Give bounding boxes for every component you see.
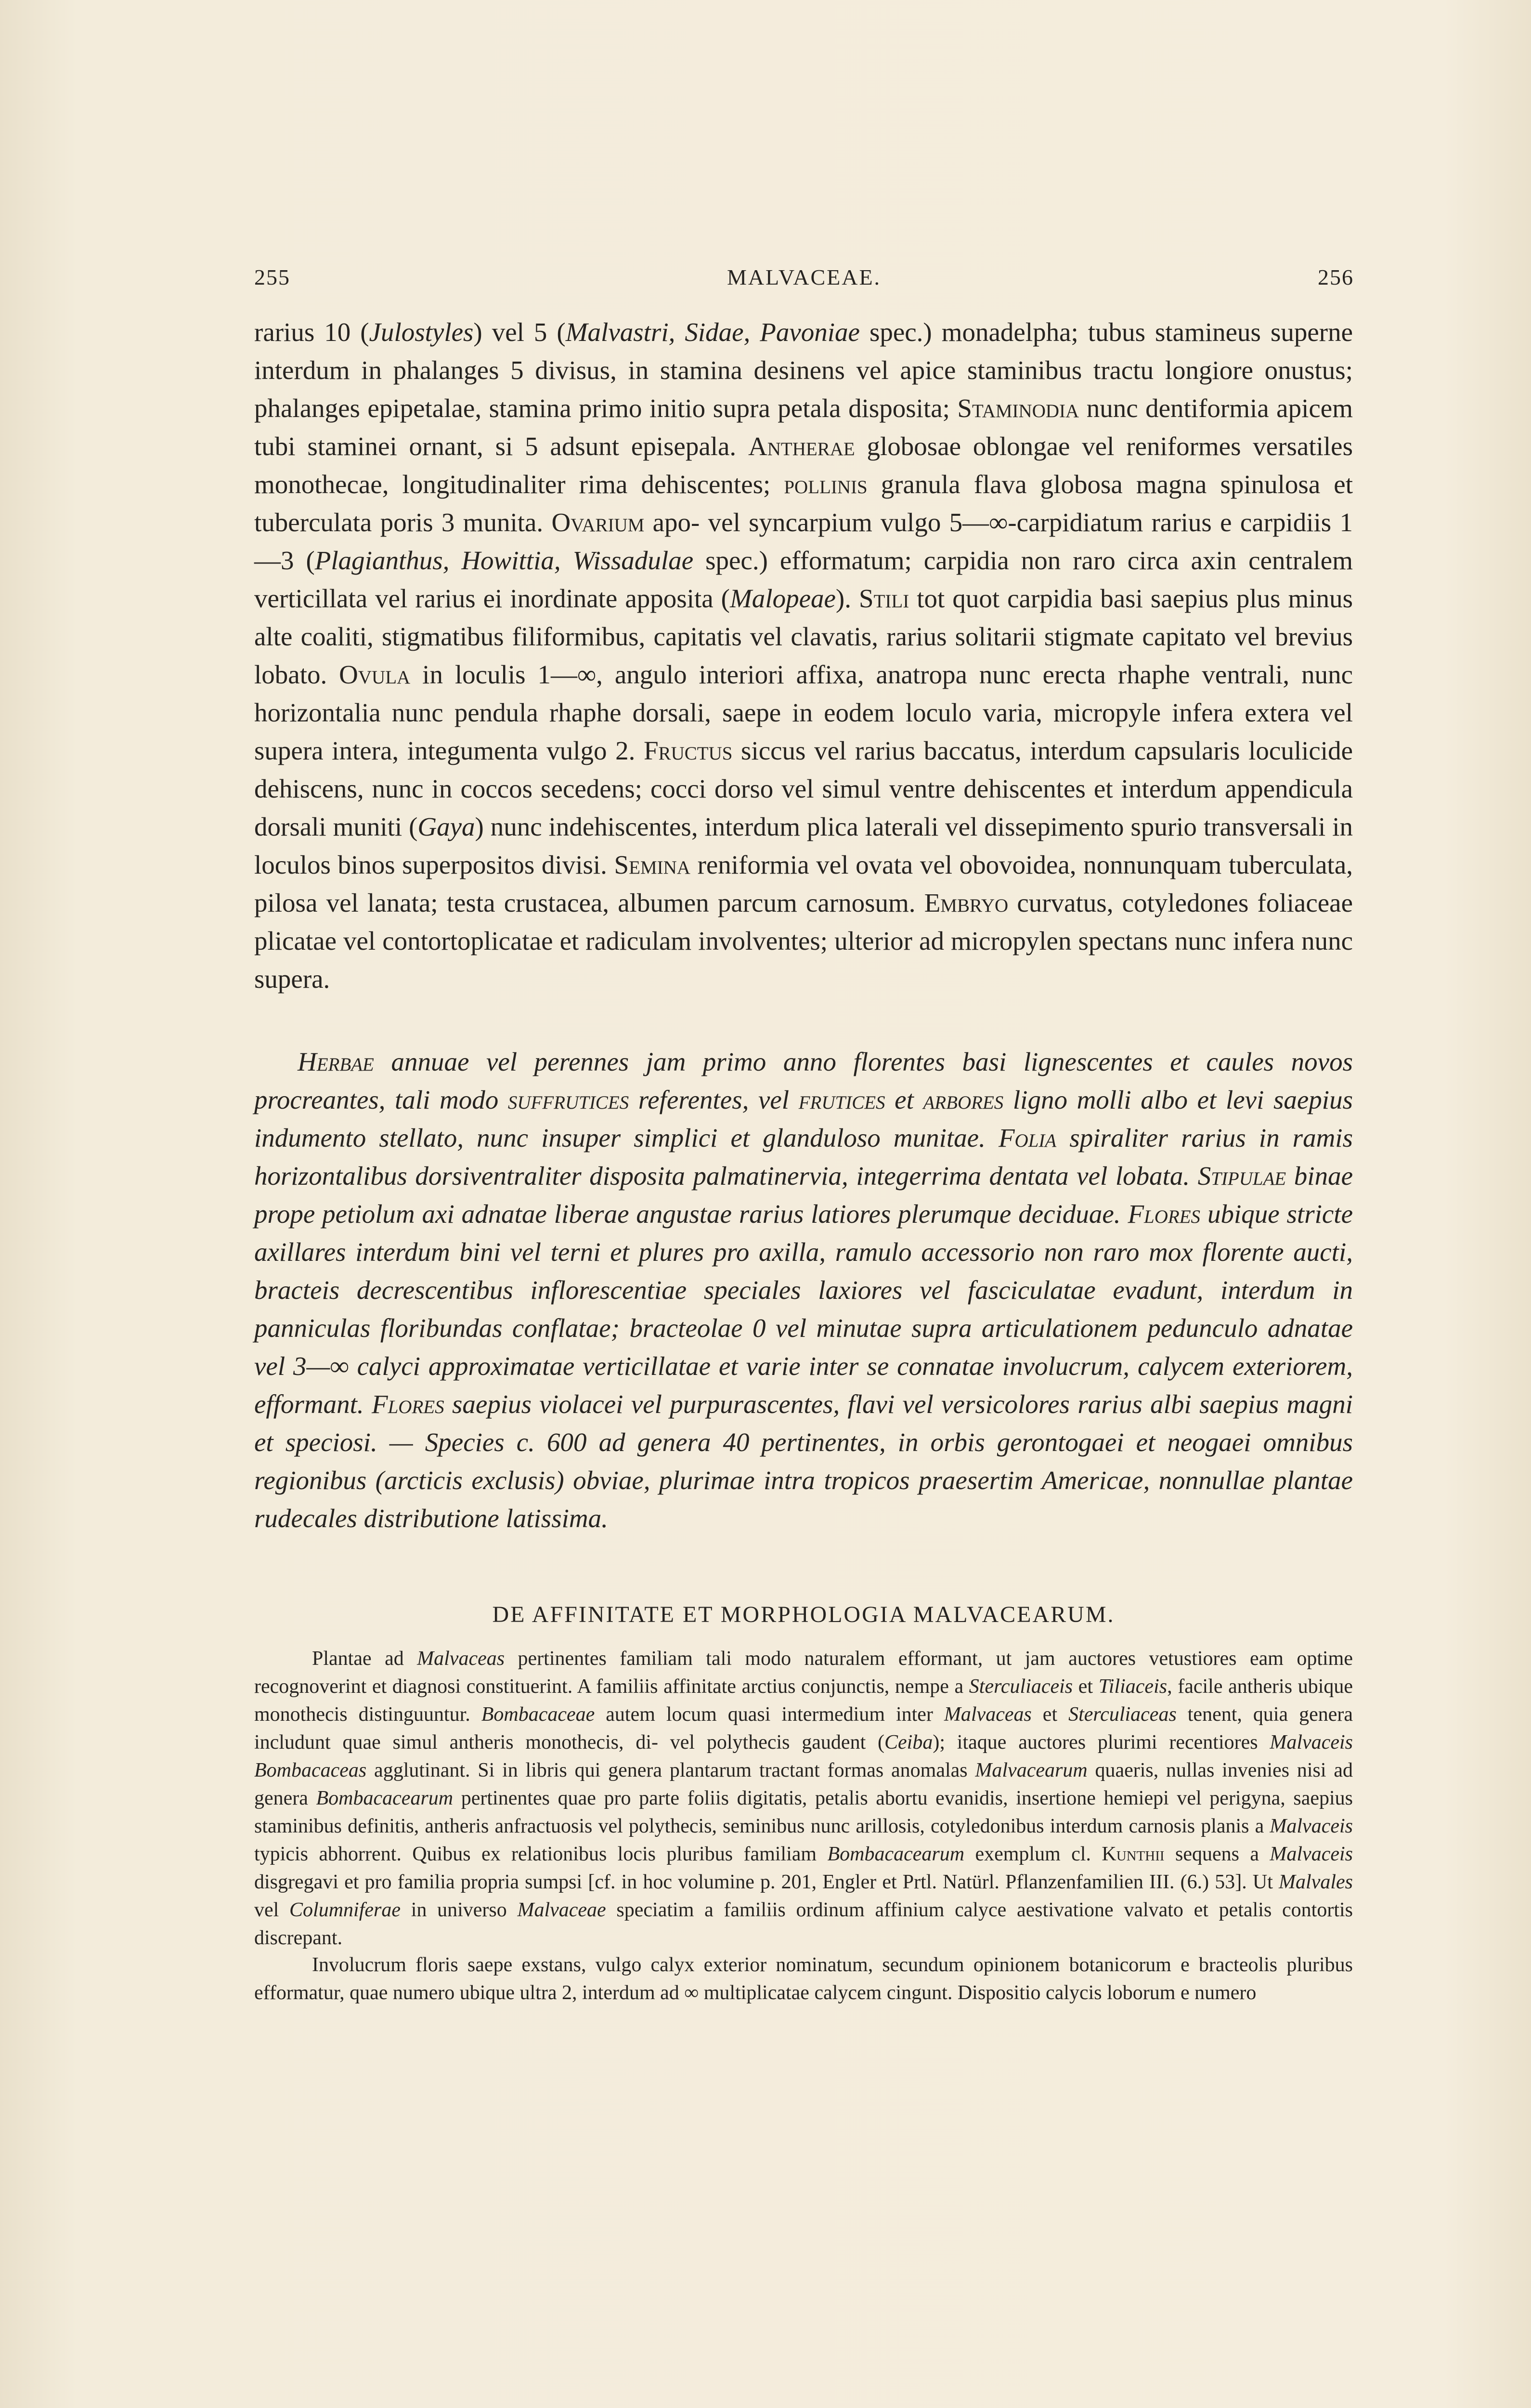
page-number-left: 255 [254,264,290,289]
page-number-right: 256 [1318,264,1354,289]
involucrum-paragraph: Involucrum floris saepe exstans, vulgo calyx exterior nominatum, secundum opinionem botanicorum e bracteolis pluribus efformatur, quae numero ubique ultra 2, interdum ad ∞ multiplicatae calycem cingunt. Dispositio calycis loborum e numero [254,1954,1353,2004]
section-heading: DE AFFINITATE ET MORPHOLOGIA MALVACEARUM. [492,1602,1115,1627]
running-header [254,260,1354,294]
affinity-paragraph: Plantae ad Malvaceas pertinentes familiam tali modo naturalem efformant, ut jam auctores vetustiores eam optime recognoverint et diagnosi constituerint. A familiis affinitate arctius conjunctis, nempe a Sterculiaceis et Tiliaceis, facile antheris ubique monothecis distinguuntur. Bombacaceae autem locum quasi intermedium inter Malvaceas et Sterculiaceas tenent, quia genera includunt quae simul antheris monothecis, di- vel polythecis gaudent (Ceiba); itaque auctores plurimi recentiores Malvaceis Bombacaceas agglutinant. Si in libris qui genera plantarum tractant formas anomalas Malvacearum quaeris, nullas invenies nisi ad genera Bombacacearum pertinentes quae pro parte foliis digitatis, petalis abortu evanidis, insertione hemiepi vel perigyna, saepius staminibus definitis, antheris anfractuosis vel polythecis, seminibus nunc arillosis, cotyledonibus interdum carnosis planis a Malvaceis typicis abhorrent. Quibus ex relationibus locis pluribus familiam Bombacacearum exemplum cl. Kunthii sequens a Malvaceis disgregavi et pro familia propria sumpsi [cf. in hoc volumine p. 201, Engler et Prtl. Natürl. Pflanzenfamilien III. (6.) 53]. Ut Malvales vel Columniferae in universo Malvaceae speciatim a familiis ordinum affinium calyce aestivatione valvato et petalis contortis discrepant. [254,1648,1353,1949]
running-title: MALVACEAE. [727,264,882,289]
habit-paragraph: Herbae annuae vel perennes jam primo anno florentes basi lignescentes et caules novos procreantes, tali modo suffrutices referentes, vel frutices et arbores ligno molli albo et levi saepius indumento stellato, nunc insuper simplici et glanduloso munitae. Folia spiraliter rarius in ramis horizontalibus dorsiventraliter disposita palmatinervia, integerrima dentata vel lobata. Stipulae binae prope petiolum axi adnatae liberae angustae rarius latiores plerumque deciduae. Flores ubique stricte axillares interdum bini vel terni et plures pro axilla, ramulo accessorio non raro mox florente aucti, bracteis decrescentibus inflorescentiae speciales laxiores vel fasciculatae evadunt, interdum in panniculas floribundas conflatae; bracteolae 0 vel minutae supra articulationem pedunculo adnatae vel 3—∞ calyci approximatae verticillatae et varie inter se connatae involucrum, calycem exteriorem, efformant. Flores saepius violacei vel purpurascentes, flavi vel versicolores rarius albi saepius magni et speciosi. — Species c. 600 ad genera 40 pertinentes, in orbis gerontogaei et neogaei omnibus regionibus (arcticis exclusis) obviae, plurimae intra tropicos praesertim Americae, nonnullae plantae rudecales distributione latissima. [254,1047,1353,1533]
description-paragraph: rarius 10 (Julostyles) vel 5 (Malvastri, Sidae, Pavoniae spec.) monadelpha; tubus stamineus superne interdum in phalanges 5 divisus, in stamina desinens vel apice staminibus tractu longiore onustus; phalanges epipetalae, stamina primo initio supra petala disposita; Staminodia nunc dentiformia apicem tubi staminei ornant, si 5 adsunt episepala. Antherae globosae oblongae vel reniformes versatiles monothecae, longitudinaliter rima dehiscentes; pollinis granula flava globosa magna spinulosa et tuberculata poris 3 munita. Ovarium apo- vel syncarpium vulgo 5—∞-carpidiatum rarius e carpidiis 1—3 (Plagianthus, Howittia, Wissadulae spec.) efformatum; carpidia non raro circa axin centralem verticillata vel rarius ei inordinate apposita (Malopeae). Stili tot quot carpidia basi saepius plus minus alte coaliti, stigmatibus filiformibus, capitatis vel clavatis, rarius solitarii stigmate capitato vel brevius lobato. Ovula in loculis 1—∞, angulo interiori affixa, anatropa nunc erecta rhaphe ventrali, nunc horizontalia nunc pendula rhaphe dorsali, saepe in eodem loculo varia, micropyle infera extera vel supera intera, integumenta vulgo 2. Fructus siccus vel rarius baccatus, interdum capsularis loculicide dehiscens, nunc in coccos secedens; cocci dorso vel simul ventre dehiscentes et interdum appendicula dorsali muniti (Gaya) nunc indehiscentes, interdum plica laterali vel dissepimento spurio transversali in loculos binos superpositos divisi. Semina reniformia vel ovata vel obovoidea, nonnunquam tuberculata, pilosa vel lanata; testa crustacea, albumen parcum carnosum. Embryo curvatus, cotyledones foliaceae plicatae vel contortoplicatae et radiculam involventes; ulterior ad micropylen spectans nunc infera nunc supera. [254,317,1353,994]
